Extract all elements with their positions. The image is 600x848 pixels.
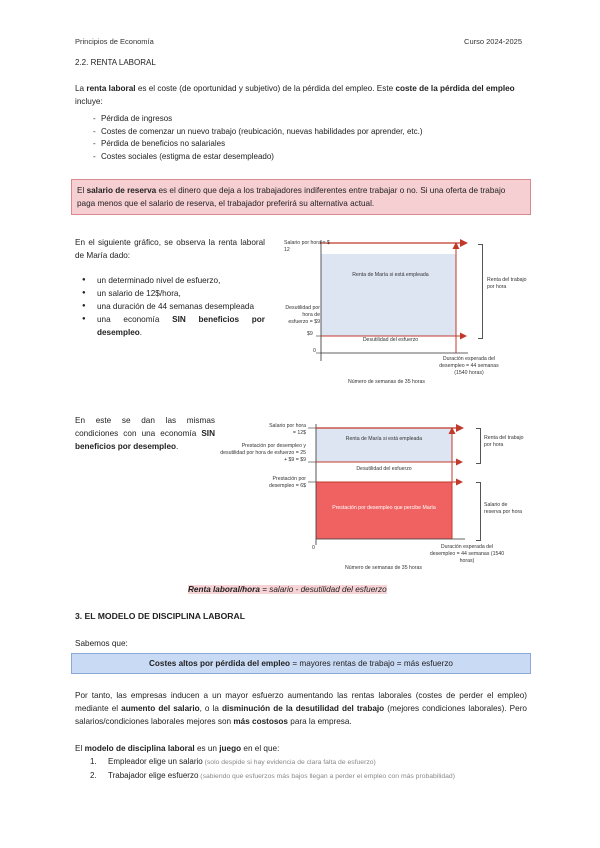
list-item: 2. Trabajador elige esfuerzo (sabiendo que esfuerzos más bajos llegan a perder el empleo con más probabilidad) <box>90 771 455 780</box>
graph2-region-employed-label: Renta de María si está empleada <box>345 436 423 442</box>
graph2-salary-label: Salario por hora = 12$ <box>269 423 306 436</box>
graph1-chart <box>310 236 480 366</box>
header-right: Curso 2024-2025 <box>464 37 522 46</box>
graph2-right-bracket-bottom <box>476 482 481 541</box>
section-title-2-2: 2.2. RENTA LABORAL <box>75 58 156 67</box>
graph2-benefit-arrow <box>456 479 463 486</box>
graph2-zero-label: 0 <box>312 545 315 551</box>
list-item: - Pérdida de beneficios no salariales <box>75 138 535 151</box>
intro-paragraph: La renta laboral es el coste (de oportunidad y subjetivo) de la pérdida del empleo. Este coste de la pérdida del empleo incluye: <box>75 84 515 106</box>
list-item: ● un determinado nivel de esfuerzo, <box>75 274 265 287</box>
graph1-intro: En el siguiente gráfico, se observa la renta laboral de María dado: <box>75 238 265 260</box>
graph1-nine-label: $9 <box>307 331 313 337</box>
list-item: 1. Empleador elige un salario (solo despide si hay evidencia de clara falta de esfuerzo) <box>90 757 376 766</box>
graph2-region-disutility-label: Desutilidad del esfuerzo <box>356 466 412 472</box>
graph2-right-bracket-top <box>476 428 481 464</box>
graph2-disutility-arrow <box>456 459 463 466</box>
section-title-3: 3. EL MODELO DE DISCIPLINA LABORAL <box>75 611 245 621</box>
graph1-duration-label: Duración esperada del desempleo = 44 semanas (1540 horas) <box>439 356 499 376</box>
key-relation-box: Costes altos por pérdida del empleo = mayores rentas de trabajo = más esfuerzo <box>71 653 531 674</box>
graph1-region-disutility-label: Desutilidad del esfuerzo <box>362 337 419 343</box>
reserve-wage-box: El salario de reserva es el dinero que deja a los trabajadores indiferentes entre trabajar o no. Si una oferta de trabajo paga menos que el salario de reserva, el trabajador preferirá su alternativa actual. <box>71 179 531 215</box>
graph2-salary-arrow <box>456 424 464 432</box>
graph1-right-label: Renta del trabajo por hora <box>487 277 527 290</box>
graph1-region-employed-label: Renta de María si está empleada <box>352 272 429 278</box>
graph2-intro: En este se dan las mismas condiciones con una economía SIN beneficios por desempleo. <box>75 416 215 451</box>
graph2-region-employed <box>316 428 452 462</box>
list-item: - Costes sociales (estigma de estar desempleado) <box>75 151 535 164</box>
list-item: - Costes de comenzar un nuevo trabajo (reubicación, nuevas habilidades por aprender, etc.) <box>75 126 535 139</box>
graph1-right-bracket <box>478 244 483 339</box>
graph1-region-employed <box>321 254 456 336</box>
graph1-zero-label: 0 <box>313 348 316 354</box>
graph2-right-top-label: Renta del trabajo por hora <box>484 435 524 448</box>
costs-list <box>75 113 535 163</box>
graph2-xlabel: Número de semanas de 35 horas <box>345 565 422 571</box>
modelo-paragraph: El modelo de disciplina laboral es un juego en el que: <box>75 744 280 753</box>
sabemos-text: Sabemos que: <box>75 639 128 648</box>
graph2-disutility-label: Prestación por desempleo y desutilidad por hora de esfuerzo = 25 + $9 = $9 <box>220 443 306 463</box>
list-item: ● una duración de 44 semanas desempleada <box>75 300 265 313</box>
game-steps <box>90 755 530 783</box>
graph1-disutility-arrow <box>460 333 467 340</box>
graph1-salary-label: Salario por hora = $ 12 <box>284 240 330 253</box>
header-left: Principios de Economía <box>75 37 154 46</box>
graph1-conditions <box>75 274 265 339</box>
graph2-benefit-label: Prestación por desempleo = 6$ <box>268 476 306 489</box>
labor-rent-formula: Renta laboral/hora = salario - desutilidad del esfuerzo <box>188 585 387 594</box>
graph2-region-benefit-label: Prestación por desempleo que percibe María <box>332 505 436 511</box>
graph1-disutility-label: Desutilidad por hora de esfuerzo = $9 <box>285 305 320 325</box>
list-item: ● una economía SIN beneficios por desempleo. <box>75 313 265 339</box>
graph1-xlabel: Número de semanas de 35 horas <box>348 379 425 385</box>
por-tanto-paragraph: Por tanto, las empresas inducen a un mayor esfuerzo aumentando las rentas laborales (costes de perder el empleo) mediante el aumento del salario, o la disminución de la desutilidad del trabajo (mejores condiciones laborales). Pero salarios/condiciones laborales mejores son más costosos para la empresa. <box>75 691 527 726</box>
graph1-salary-arrow <box>460 239 468 247</box>
graph2-right-bottom-label: Salario de reserva por hora <box>484 502 523 515</box>
list-item: ● un salario de 12$/hora, <box>75 287 265 300</box>
graph2-duration-label: Duración esperada del desempleo = 44 semanas (1540 horas) <box>429 544 505 564</box>
list-item: - Pérdida de ingresos <box>75 113 535 126</box>
